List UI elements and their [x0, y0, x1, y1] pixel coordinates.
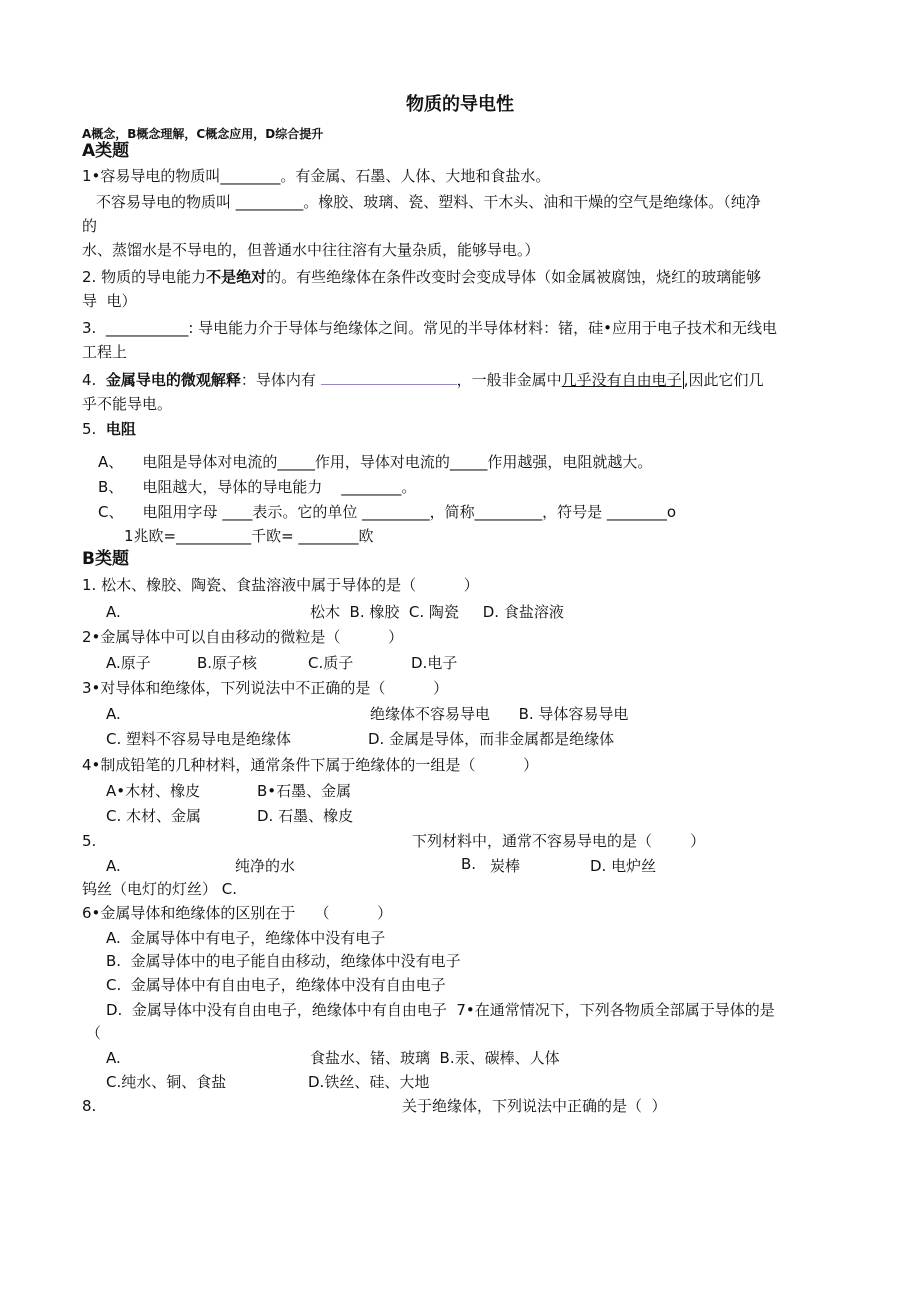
- page-title: 物质的导电性: [406, 94, 514, 115]
- a-line-3: 的: [82, 217, 98, 235]
- a11-bold: 电阻: [105, 420, 136, 438]
- b-q4-opt-d: D. 石墨、橡皮: [257, 807, 354, 825]
- b-q4-opt-a: A•木材、橡皮: [106, 782, 201, 800]
- b-q1: 1. 松木、橡胶、陶瓷、食盐溶液中属于导体的是（ ）: [82, 576, 479, 594]
- b-q1-opt-a: A.: [106, 603, 121, 621]
- b-q3: 3•对导体和绝缘体，下列说法中不正确的是（ ）: [82, 679, 449, 697]
- b-q5-opt-a: A.: [106, 857, 121, 875]
- b-q6-opt-d: D. 金属导体中没有自由电子，绝缘体中有自由电子 7•在通常情况下，下列各物质全部属于导体的是: [106, 1001, 775, 1019]
- b-q5-opt-a-text: 纯净的水: [235, 857, 296, 875]
- a9-num: 4.: [82, 371, 106, 389]
- b-q7-opt-d: D.铁丝、硅、大地: [308, 1073, 430, 1091]
- a-line-12: A、 电阻是导体对电流的_____作用，导体对电流的_____作用越强，电阻就越大。: [98, 453, 653, 471]
- b-q2-opt-c: C.质子: [308, 654, 354, 672]
- b-q3-opt-d: D. 金属是导体，而非金属都是绝缘体: [368, 730, 615, 748]
- b-q5-opt-d: D. 电炉丝: [590, 857, 657, 875]
- b-q4: 4•制成铅笔的几种材料，通常条件下属于绝缘体的一组是（ ）: [82, 756, 539, 774]
- a9-underlined: 几乎没有自由电子: [561, 371, 682, 389]
- b-q2-opt-d: D.电子: [411, 654, 458, 672]
- b-q8-text: 关于绝缘体，下列说法中正确的是（ ）: [402, 1097, 667, 1115]
- a5-part-3: 的。有些绝缘体在条件改变时会变成导体（如金属被腐蚀，烧红的玻璃能够: [266, 268, 762, 286]
- b-q6: 6•金属导体和绝缘体的区别在于 （ ）: [82, 904, 393, 922]
- a-line-7: 3. ___________: 导电能力介于导体与绝缘体之间。常见的半导体材料：锗，硅•应用于电子技术和无线电: [82, 319, 778, 337]
- b-q4-opt-b: B•石墨、金属: [257, 782, 352, 800]
- b-q4-opt-c: C. 木材、金属: [106, 807, 202, 825]
- b-q1-opts: 松木 B. 橡胶 C. 陶瓷 D. 食盐溶液: [310, 603, 564, 621]
- a-line-5: [82, 268, 761, 286]
- subtitle: A概念，B概念理解，C概念应用，D综合提升: [82, 127, 324, 141]
- b-q6-opt-b: B. 金属导体中的电子能自由移动，绝缘体中没有电子: [106, 952, 461, 970]
- a-line-13: B、 电阻越大，导体的导电能力 ________。: [98, 478, 417, 496]
- b-q7-opt-a: A.: [106, 1049, 121, 1067]
- b-q2-opt-a: A.原子: [106, 654, 151, 672]
- b-q5-number: 5.: [82, 832, 97, 850]
- section-b-heading: B类题: [82, 549, 129, 569]
- a9-bold: 金属导电的微观解释: [105, 371, 241, 389]
- b-q5-opt-b-text: 炭棒: [490, 857, 521, 875]
- a-line-6: 导 电）: [82, 292, 137, 310]
- b-q7-opts-ab: 食盐水、锗、玻璃 B.汞、碳棒、人体: [310, 1049, 560, 1067]
- a-line-2: 不容易导电的物质叫 _________。橡胶、玻璃、瓷、塑料、干木头、油和干燥的空气是绝缘体。（纯净: [96, 193, 761, 211]
- a-line-14: C、 电阻用字母 ____表示。它的单位 _________，简称_________，符号是 ________o: [98, 503, 677, 521]
- b-q2-opt-b: B.原子核: [197, 654, 258, 672]
- b-q8-number: 8.: [82, 1097, 97, 1115]
- a5-emphasis: 不是绝对: [206, 268, 267, 286]
- a9-text: ：导体内有: [240, 371, 321, 389]
- a-line-11: [82, 420, 136, 438]
- b-q7-paren: （: [86, 1024, 102, 1042]
- a5-part-1: 2. 物质的导电能力: [82, 268, 207, 286]
- b-q3-opt-a: A.: [106, 705, 121, 723]
- a11-num: 5.: [82, 420, 106, 438]
- b-q7-opt-c: C.纯水、铜、食盐: [106, 1073, 227, 1091]
- b-q2: 2•金属导体中可以自由移动的微粒是（ ）: [82, 628, 404, 646]
- b-q5-text: 下列材料中，通常不容易导电的是（ ）: [412, 832, 706, 850]
- b-q5-opt-c: 钨丝（电灯的灯丝） C.: [82, 880, 238, 898]
- a-line-8: 工程上: [82, 343, 128, 361]
- a9-text-2: ，一般非金属中: [456, 371, 562, 389]
- b-q6-opt-c: C. 金属导体中有自由电子，绝缘体中没有自由电子: [106, 976, 446, 994]
- b-q5-opt-b: B.: [461, 855, 477, 873]
- a-line-1: 1•容易导电的物质叫________。有金属、石墨、人体、大地和食盐水。: [82, 167, 551, 185]
- a-line-15: 1兆欧=__________千欧= ________欧: [124, 527, 374, 545]
- a-line-9: [82, 370, 763, 389]
- a9-text-3: ,因此它们几: [683, 371, 764, 389]
- b-q3-opt-c: C. 塑料不容易导电是绝缘体: [106, 730, 292, 748]
- section-a-heading: A类题: [82, 141, 130, 161]
- b-q3-opts-ab: 绝缘体不容易导电 B. 导体容易导电: [370, 705, 629, 723]
- a9-blank: [321, 370, 457, 385]
- b-q6-opt-a: A. 金属导体中有电子，绝缘体中没有电子: [106, 929, 386, 947]
- a-line-4: 水、蒸馏水是不导电的，但普通水中往往溶有大量杂质，能够导电。）: [82, 241, 540, 259]
- a-line-10: 乎不能导电。: [82, 395, 173, 413]
